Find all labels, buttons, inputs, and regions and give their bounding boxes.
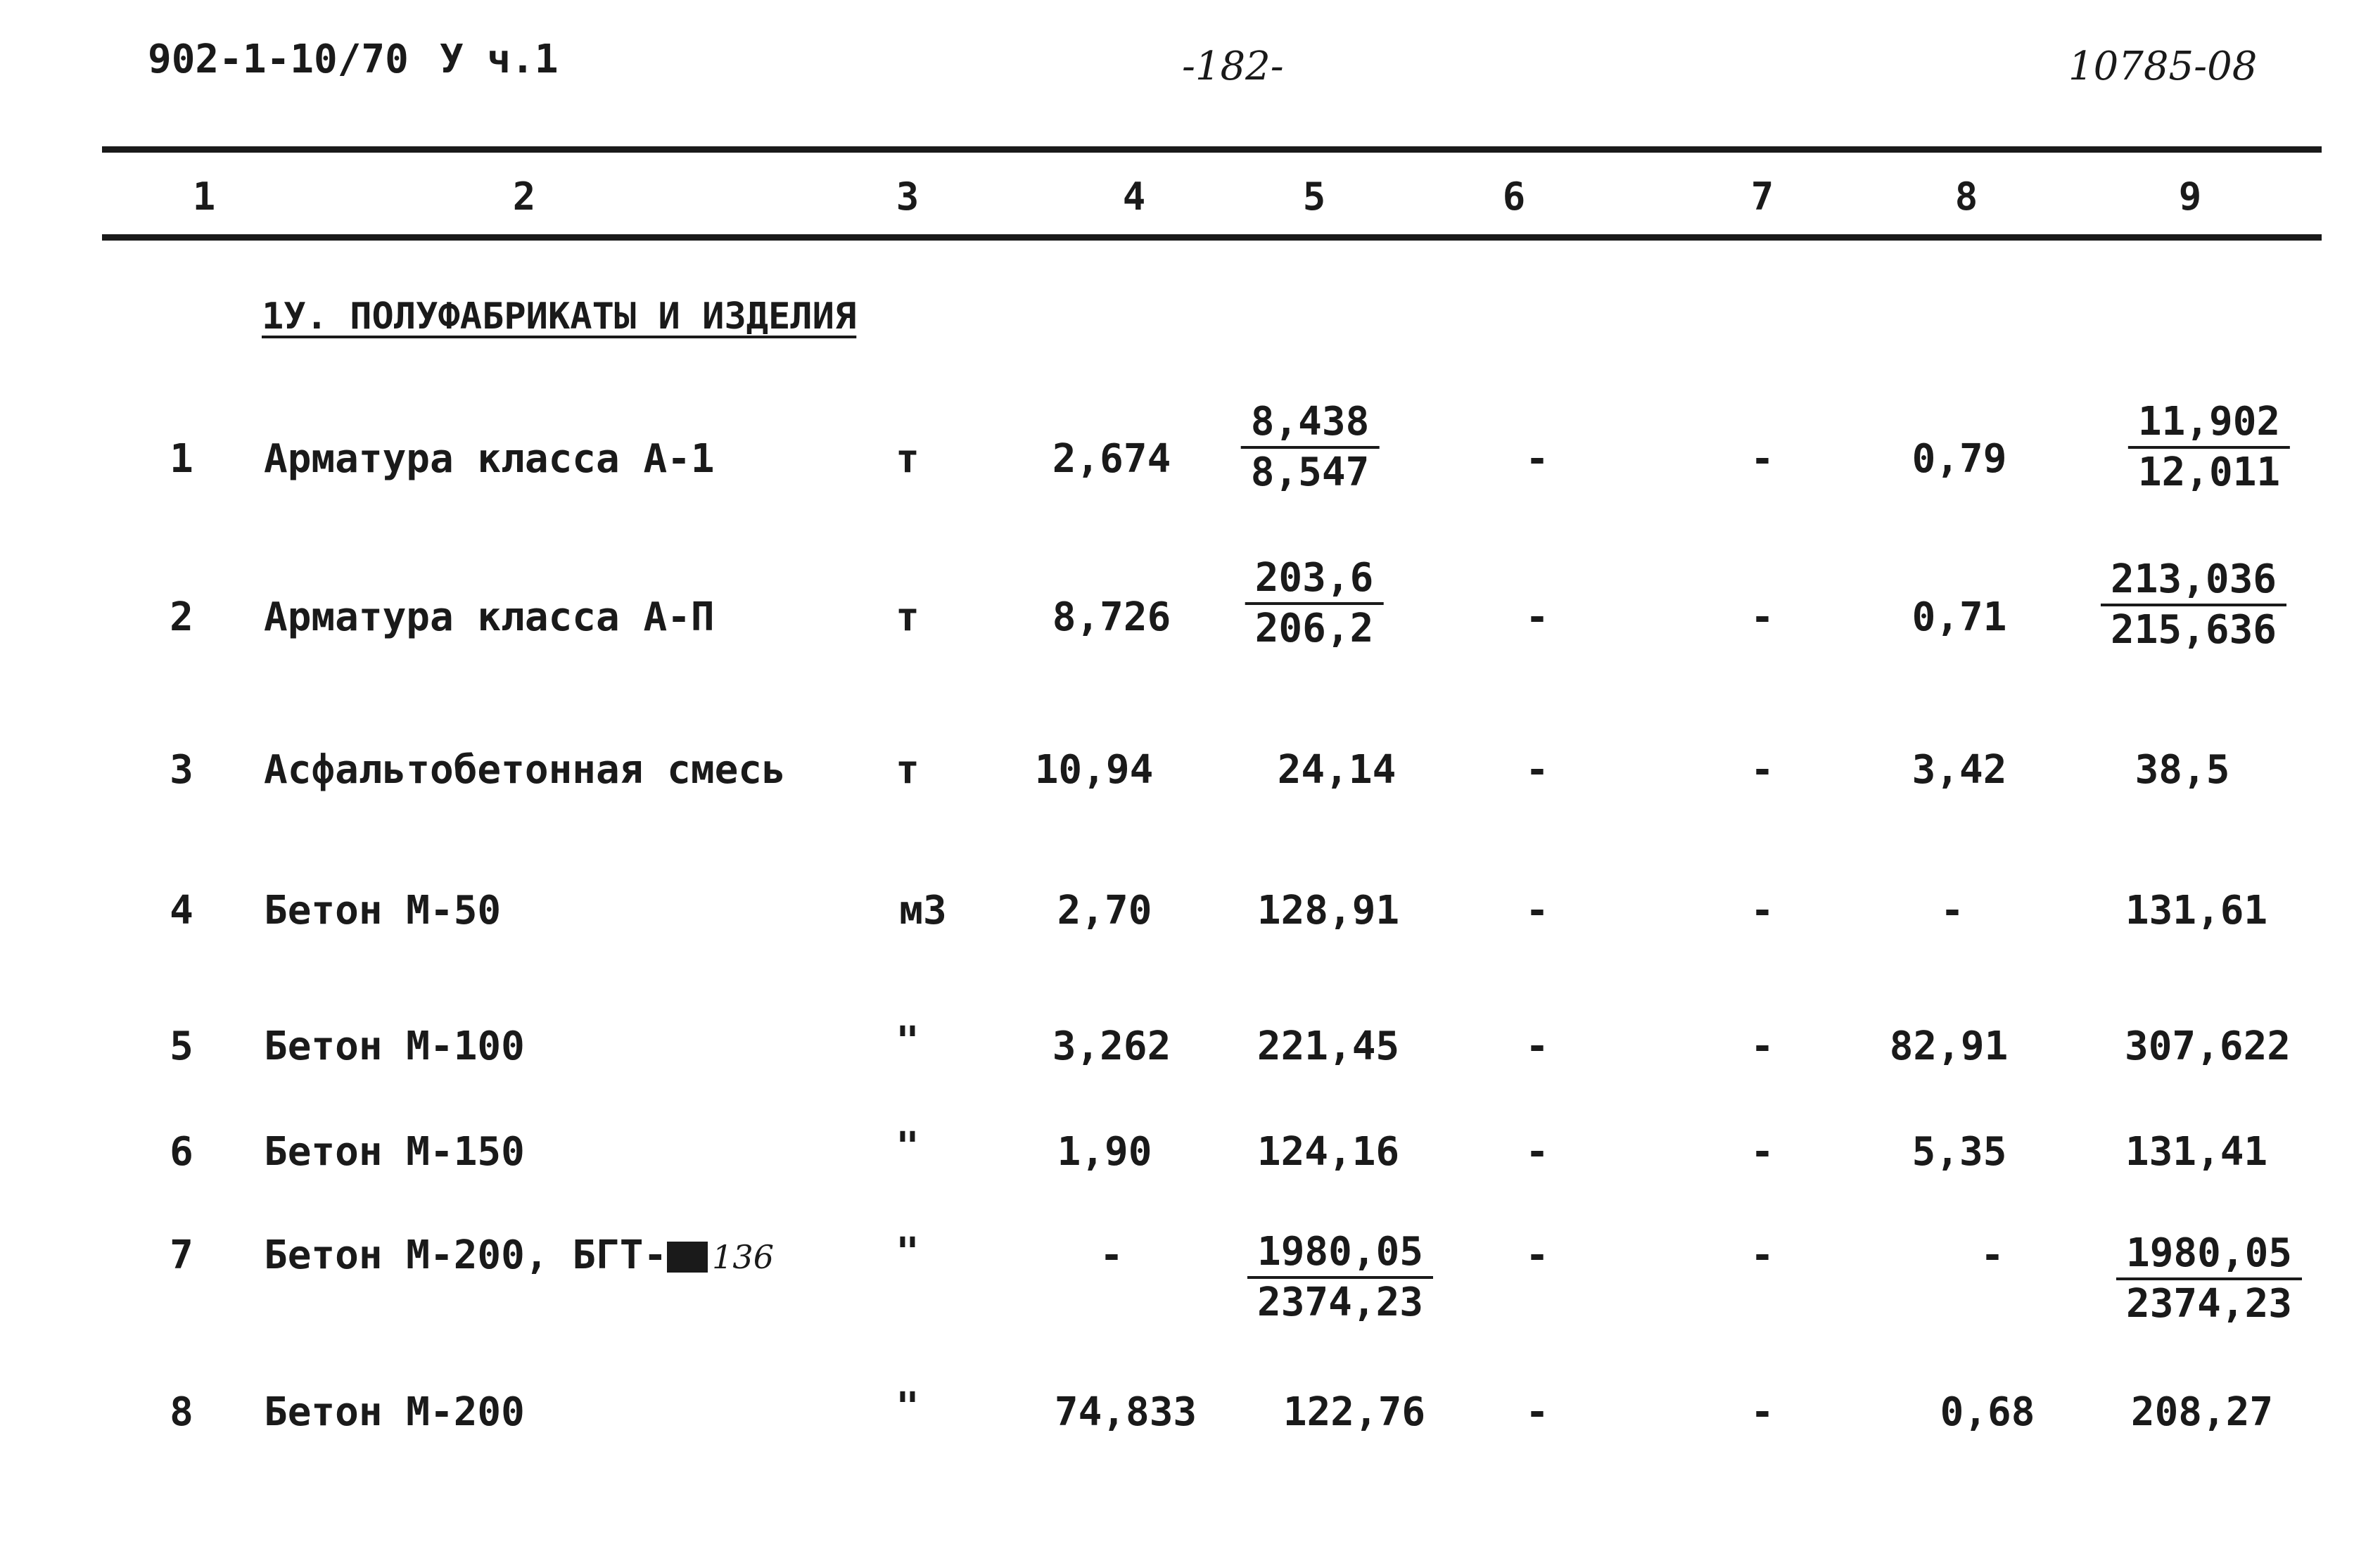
col5-fraction xyxy=(1247,1230,1433,1325)
col6-value: - xyxy=(1525,1232,1549,1278)
row-number: 3 xyxy=(170,747,193,793)
column-header-8: 8 xyxy=(1954,174,1978,219)
row-number: 5 xyxy=(170,1024,193,1069)
col5-numerator: 8,438 xyxy=(1241,400,1380,449)
table-top-rule xyxy=(102,146,2322,153)
col9-fraction xyxy=(2101,557,2286,653)
col8-value: 0,68 xyxy=(1940,1389,2035,1435)
col6-value: - xyxy=(1525,747,1549,793)
col5-value: 124,16 xyxy=(1257,1129,1400,1175)
col6-value: - xyxy=(1525,594,1549,640)
unit: т xyxy=(896,747,920,793)
col5-value: 122,76 xyxy=(1283,1389,1426,1435)
col9-value: 307,622 xyxy=(2124,1024,2291,1069)
col7-value: - xyxy=(1750,1389,1774,1435)
col7-value: - xyxy=(1750,747,1774,793)
col5-denominator: 8,547 xyxy=(1250,450,1370,495)
col5-numerator: 203,6 xyxy=(1245,556,1384,605)
column-header-5: 5 xyxy=(1302,174,1326,219)
col9-value: 131,61 xyxy=(2125,888,2268,933)
col5-value: 128,91 xyxy=(1257,888,1400,933)
col8-value: 5,35 xyxy=(1911,1129,2007,1175)
item-name: Бетон М-100 xyxy=(264,1024,525,1069)
col9-value: 131,41 xyxy=(2125,1129,2268,1175)
column-header-4: 4 xyxy=(1122,174,1146,219)
col5-denominator: 206,2 xyxy=(1254,606,1374,651)
col7-value: - xyxy=(1750,594,1774,640)
col6-value: - xyxy=(1525,1389,1549,1435)
col9-fraction xyxy=(2116,1231,2302,1327)
col6-value: - xyxy=(1525,1024,1549,1069)
struck-text-mark xyxy=(667,1242,708,1273)
col7-value: - xyxy=(1750,436,1774,482)
col5-numerator: 1980,05 xyxy=(1247,1230,1433,1279)
col4-value: - xyxy=(1100,1232,1124,1278)
item-name: Бетон М-150 xyxy=(264,1129,525,1175)
col4-value: 8,726 xyxy=(1052,594,1171,640)
col8-value: 82,91 xyxy=(1889,1024,2009,1069)
unit: " xyxy=(896,1230,920,1275)
row-number: 6 xyxy=(170,1129,193,1175)
col4-value: 3,262 xyxy=(1052,1024,1171,1069)
col9-denominator: 2374,23 xyxy=(2125,1281,2293,1327)
col7-value: - xyxy=(1750,888,1774,933)
document-code: 902-1-10/70 xyxy=(148,37,409,82)
col4-value: 2,674 xyxy=(1052,436,1171,482)
item-name: Арматура класса А-1 xyxy=(264,436,715,482)
item-name: Асфальтобетонная смесь xyxy=(264,747,786,793)
page-number: -182- xyxy=(1182,44,1284,89)
row-number: 2 xyxy=(170,594,193,640)
col9-value: 38,5 xyxy=(2135,747,2230,793)
col6-value: - xyxy=(1525,888,1549,933)
section-title: 1У. ПОЛУФАБРИКАТЫ И ИЗДЕЛИЯ xyxy=(262,295,857,338)
row-number: 7 xyxy=(170,1232,193,1278)
table-header-bottom-rule xyxy=(102,234,2322,241)
item-name xyxy=(264,1232,774,1278)
col9-value: 208,27 xyxy=(2130,1389,2274,1435)
col8-value: 0,71 xyxy=(1911,594,2007,640)
unit: т xyxy=(896,594,920,640)
row-number: 1 xyxy=(170,436,193,482)
col4-value: 1,90 xyxy=(1057,1129,1152,1175)
item-name: Бетон М-200 xyxy=(264,1389,525,1435)
unit: т xyxy=(896,436,920,482)
col8-value: - xyxy=(1980,1232,2004,1278)
column-header-6: 6 xyxy=(1502,174,1526,219)
item-name: Арматура класса А-П xyxy=(264,594,715,640)
row-number: 4 xyxy=(170,888,193,933)
col4-value: 2,70 xyxy=(1057,888,1152,933)
col5-fraction xyxy=(1241,400,1380,495)
col4-value: 10,94 xyxy=(1034,747,1154,793)
col5-value: 24,14 xyxy=(1277,747,1397,793)
column-header-3: 3 xyxy=(896,174,920,219)
column-header-9: 9 xyxy=(2178,174,2202,219)
col8-value: - xyxy=(1940,888,1964,933)
col5-fraction xyxy=(1245,556,1384,651)
handwritten-correction: 136 xyxy=(712,1238,774,1276)
item-name-text: Бетон М-200, БГТ- xyxy=(264,1232,668,1278)
col9-numerator: 213,036 xyxy=(2101,557,2286,606)
column-header-1: 1 xyxy=(192,174,216,219)
col9-numerator: 1980,05 xyxy=(2116,1231,2302,1280)
col9-denominator: 12,011 xyxy=(2137,450,2281,495)
unit: " xyxy=(896,1384,920,1430)
column-header-7: 7 xyxy=(1750,174,1774,219)
col9-numerator: 11,902 xyxy=(2128,400,2290,449)
unit: " xyxy=(896,1019,920,1064)
col7-value: - xyxy=(1750,1024,1774,1069)
row-number: 8 xyxy=(170,1389,193,1435)
unit: м3 xyxy=(899,888,947,933)
col7-value: - xyxy=(1750,1129,1774,1175)
col8-value: 3,42 xyxy=(1911,747,2007,793)
col9-denominator: 215,636 xyxy=(2110,607,2277,653)
column-header-2: 2 xyxy=(512,174,536,219)
sheet-code: 10785-08 xyxy=(2068,44,2258,89)
col9-fraction xyxy=(2128,400,2290,495)
col6-value: - xyxy=(1525,1129,1549,1175)
col8-value: 0,79 xyxy=(1911,436,2007,482)
document-part: У ч.1 xyxy=(440,37,559,82)
col4-value: 74,833 xyxy=(1054,1389,1197,1435)
unit: " xyxy=(896,1124,920,1170)
col5-value: 221,45 xyxy=(1257,1024,1400,1069)
col5-denominator: 2374,23 xyxy=(1257,1280,1424,1325)
item-name: Бетон М-50 xyxy=(264,888,502,933)
col7-value: - xyxy=(1750,1232,1774,1278)
col6-value: - xyxy=(1525,436,1549,482)
